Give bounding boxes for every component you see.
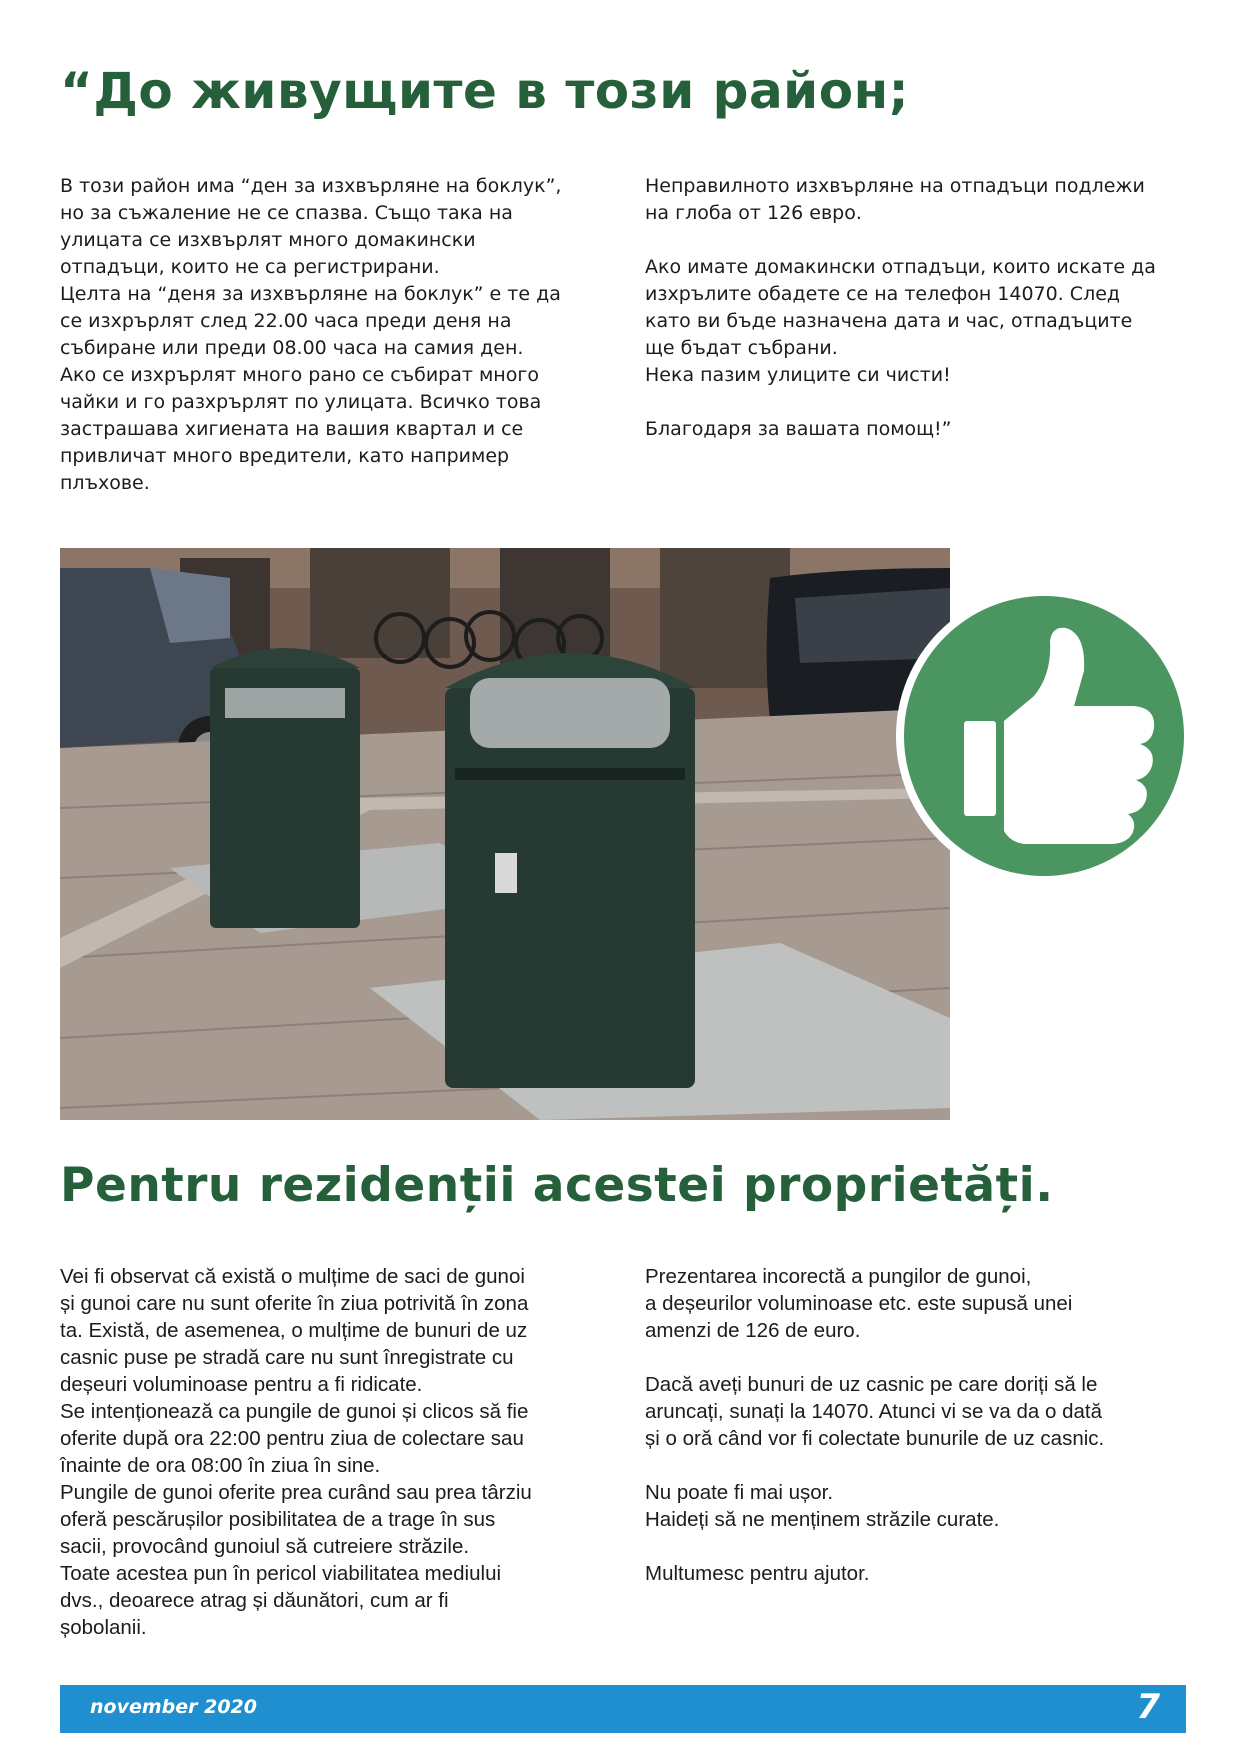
paragraph: Ако имате домакински отпадъци, които искате да изхрълите обадете се на телефон 14070. След като ви бъде назначена дата и час, отпадъците ще бъдат събрани. Нека пазим улиците си чисти! — [645, 256, 1156, 386]
paragraph: Dacă aveți bunuri de uz casnic pe care doriți să le aruncați, sunați la 14070. Atunci vi se va da o dată și o oră când vor fi colectate bunurile de uz casnic. — [645, 1373, 1105, 1450]
page-number: 7 — [1136, 1687, 1160, 1727]
footer-date: november 2020 — [90, 1696, 258, 1718]
paragraph: Nu poate fi mai ușor. Haideți să ne menținem străzile curate. — [645, 1481, 1000, 1531]
paragraph: Multumesc pentru ajutor. — [645, 1562, 870, 1585]
street-photo-underground-bins — [60, 548, 950, 1120]
bulgarian-right-column — [645, 173, 1185, 443]
heading-bulgarian: “До живущите в този район; — [60, 62, 910, 120]
paragraph: Неправилното изхвърляне на отпадъци подлежи на глоба от 126 евро. — [645, 175, 1145, 224]
paragraph: Prezentarea incorectă a pungilor de gunoi, a deșeurilor voluminoase etc. este supusă unei amenzi de 126 de euro. — [645, 1265, 1073, 1342]
romanian-left-column — [60, 1263, 600, 1641]
paragraph: Благодаря за вашата помощ!” — [645, 418, 952, 440]
thumbs-up-icon — [894, 586, 1194, 886]
thumbs-up-badge — [894, 586, 1194, 886]
bulgarian-left-column — [60, 173, 600, 497]
romanian-right-column — [645, 1263, 1185, 1587]
paragraph: Vei fi observat că există o mulțime de saci de gunoi și gunoi care nu sunt oferite în ziua potrivită în zona ta. Există, de asemenea, o mulțime de bunuri de uz casnic puse pe stradă care nu sunt înregistrate cu deșeuri voluminoase pentru a fi ridicate. Se intenționează ca pungile de gunoi și clicos să fie oferite după ora 22:00 pentru ziua de colectare sau înainte de ora 08:00 în ziua în sine. Pungile de gunoi oferite prea curând sau prea târziu oferă pescărușilor posibilitatea de a trage în sus sacii, provocând gunoiul să cutreiere străzile. Toate acestea pun în pericol viabilitatea mediului dvs., deoarece atrag și dăunători, cum ar fi șobolanii. — [60, 1265, 532, 1639]
heading-romanian: Pentru rezidenții acestei proprietăți. — [60, 1158, 1054, 1213]
paragraph: В този район има “ден за изхвърляне на боклук”, но за съжаление не се спазва. Също така на улицата се изхвърлят много домакински отпадъци, които не са регистрирани. Целта на “деня за изхвърляне на боклук” е те да се изхрърлят след 22.00 часа преди деня на събиране или преди 08.00 часа на самия ден. Ако се изхрърлят много рано се събират много чайки и го разхрърлят по улицата. Всичко това застрашава хигиената на вашия квартал и се привличат много вредители, като например плъхове. — [60, 175, 562, 494]
page-footer — [60, 1685, 1186, 1733]
